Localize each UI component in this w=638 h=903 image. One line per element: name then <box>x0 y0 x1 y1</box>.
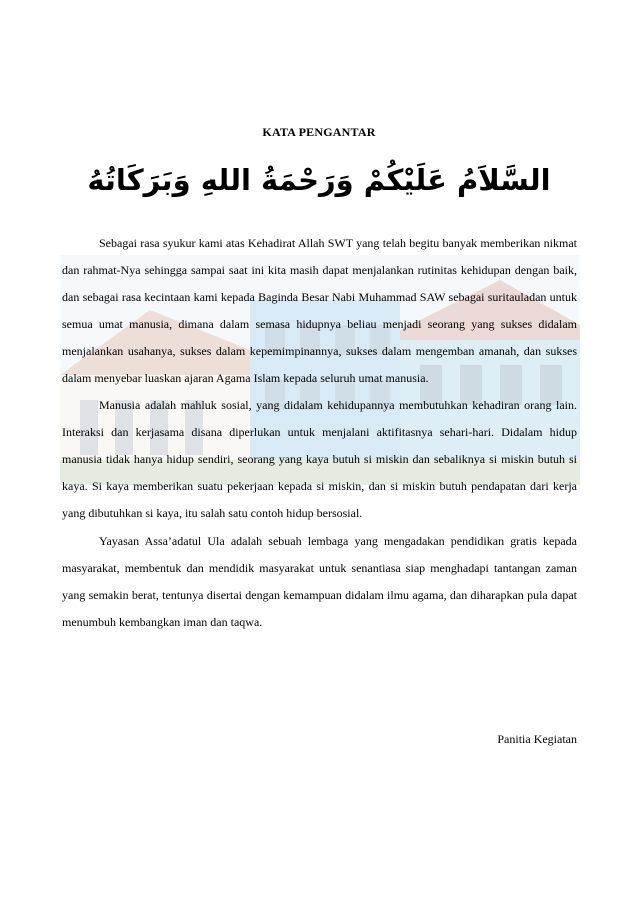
paragraph: Sebagai rasa syukur kami atas Kehadirat Allah SWT yang telah begitu banyak memberikan nikmat dan rahmat-Nya sehingga sampai saat ini kita masih dapat menjalankan rutinitas kehidupan dengan baik, dan sebagai rasa kecintaan kami kepada Baginda Besar Nabi Muhammad SAW sebagai suritauladan untuk semua umat manusia, dimana dalam semasa hidupnya beliau menjadi seorang yang sukses didalam menjalankan usahanya, sukses dalam kepemimpinannya, sukses dalam mengemban amanah, dan sukses dalam menyebar luaskan ajaran Agama Islam kepada seluruh umat manusia. <box>62 236 577 386</box>
assalamualaikum-calligraphy: السَّلاَمُ عَلَيْكُمْ وَرَحْمَةُ اللهِ وَبَرَكَاتُهُ <box>87 163 551 197</box>
paragraph: Manusia adalah mahluk sosial, yang didalam kehidupannya membutuhkan kehadiran orang lain. Interaksi dan kerjasama disana diperlukan untuk menjalani aktifitasnya sehari-hari. Didalam hidup manusia tidak hanya hidup sendiri, seorang yang kaya butuh si miskin dan sebaliknya si miskin butuh si kaya. Si kaya memberikan suatu pekerjaan kepada si miskin, dan si miskin butuh pendapatan dari kerja yang dibutuhkan si kaya, itu salah satu contoh hidup bersosial. <box>62 398 577 521</box>
document-body <box>62 230 577 636</box>
paragraph: Yayasan Assa’adatul Ula adalah sebuah lembaga yang mengadakan pendidikan gratis kepada masyarakat, membentuk dan mendidik masyarakat untuk senantiasa siap menghadapi tantangan zaman yang semakin berat, tentunya disertai dengan kemampuan didalam ilmu agama, dan diharapkan pula dapat menumbuh kembangkan iman dan taqwa. <box>62 533 577 629</box>
page-title: KATA PENGANTAR <box>262 125 376 139</box>
signature: Panitia Kegiatan <box>497 732 577 746</box>
